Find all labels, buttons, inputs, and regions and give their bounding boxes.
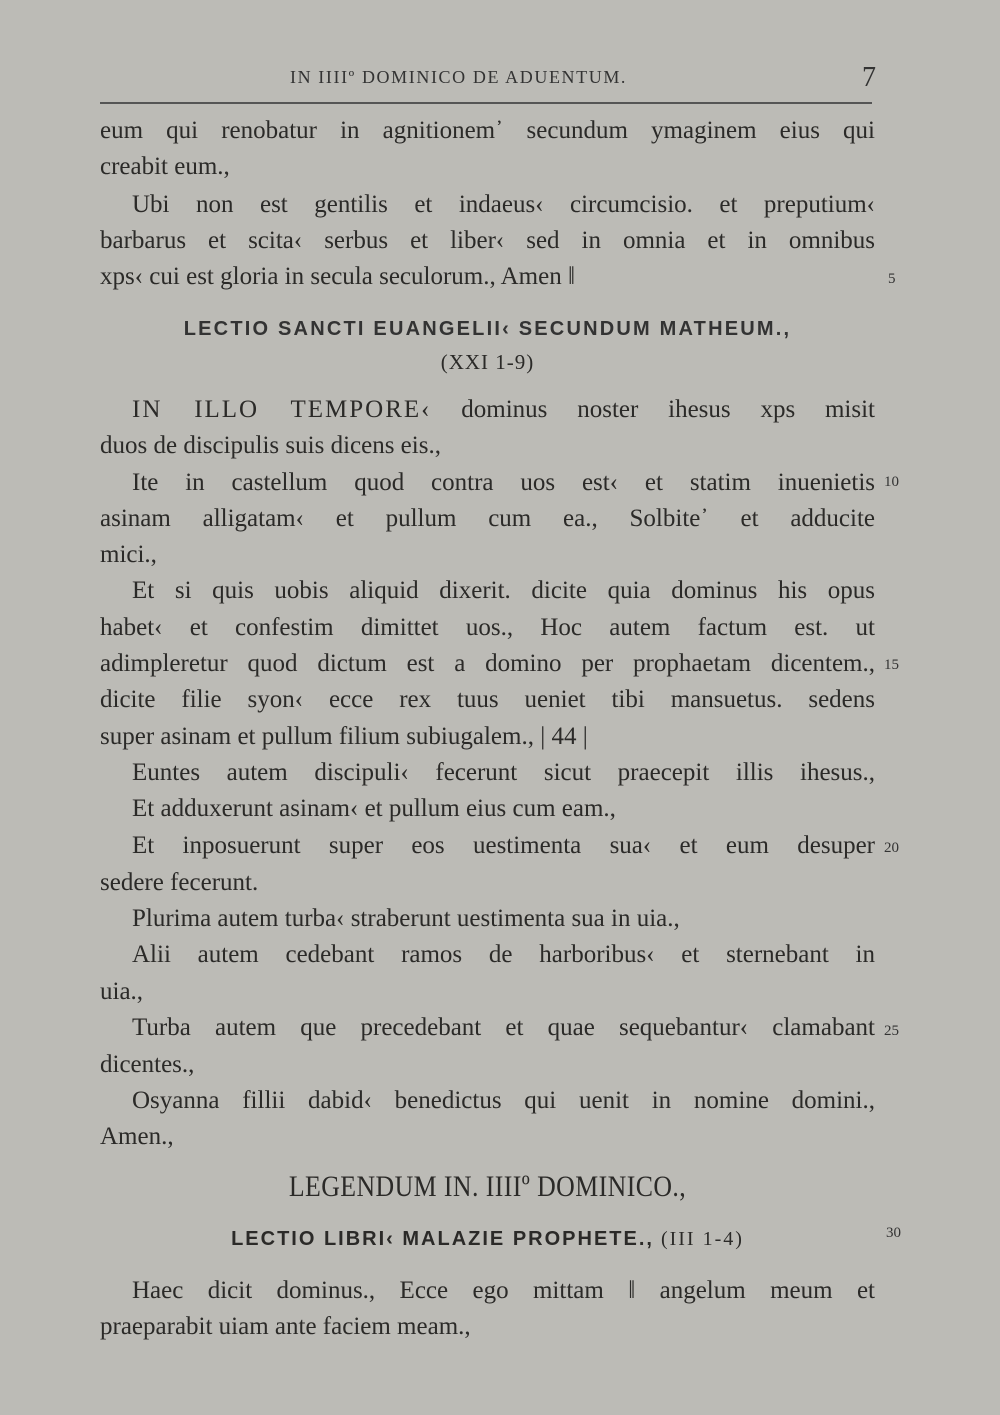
text-line: sedere fecerunt. bbox=[100, 869, 259, 896]
text-line: dicite filie syon‹ ecce rex tuus ueniet tibi mansuetus. sedens bbox=[100, 686, 875, 713]
line-number: 25 bbox=[884, 1023, 899, 1039]
text-line: dicentes., bbox=[100, 1051, 195, 1078]
section-reference: (XXI 1-9) bbox=[440, 350, 535, 374]
prophet-heading-title: LECTIO LIBRI‹ MALAZIE PROPHETE., bbox=[231, 1228, 654, 1250]
text-line: mici., bbox=[100, 541, 157, 568]
text-line: IN ILLO TEMPORE‹ dominus noster ihesus xps misit bbox=[132, 396, 875, 423]
section-heading: LECTIO SANCTI EUANGELII‹ SECUNDUM MATHEUM., bbox=[183, 318, 792, 340]
text-line: Osyanna fillii dabid‹ benedictus qui uenit in nomine domini., bbox=[132, 1087, 875, 1114]
text-line: Ubi non est gentilis et indaeus‹ circumcisio. et preputium‹ bbox=[132, 191, 875, 218]
text-line: Plurima autem turba‹ straberunt uestimenta sua in uia., bbox=[132, 905, 680, 932]
prophet-heading bbox=[100, 1228, 875, 1251]
line-number: 5 bbox=[888, 271, 896, 287]
opening-words: IN ILLO TEMPORE‹ bbox=[132, 396, 432, 423]
text-line: Alii autem cedebant ramos de harboribus‹ et sternebant in bbox=[132, 941, 875, 968]
header-rule bbox=[100, 102, 872, 104]
text-line: praeparabit uiam ante faciem meam., bbox=[100, 1313, 471, 1340]
text-line: Et adduxerunt asinam‹ et pullum eius cum eam., bbox=[132, 795, 616, 822]
text-line: xps‹ cui est gloria in secula seculorum., Amen ‖ bbox=[100, 263, 575, 290]
text-line: Ite in castellum quod contra uos est‹ et statim inuenietis bbox=[132, 469, 875, 496]
text-line: Haec dicit dominus., Ecce ego mittam ‖ angelum meum et bbox=[132, 1277, 875, 1304]
text-line: adimpleretur quod dictum est a domino per prophaetam dicentem., bbox=[100, 650, 875, 677]
running-head: IN IIIIº DOMINICO DE ADUENTUM. bbox=[290, 67, 628, 87]
prophet-heading-reference: (III 1-4) bbox=[653, 1228, 744, 1250]
text-line: uia., bbox=[100, 978, 144, 1005]
legendum-title: LEGENDUM IN. IIIIº DOMINICO., bbox=[288, 1170, 687, 1203]
text-line: Amen., bbox=[100, 1123, 174, 1150]
text-line: asinam alligatam‹ et pullum cum ea., Solbite᾿ et adducite bbox=[100, 505, 875, 532]
line-number: 15 bbox=[884, 657, 899, 673]
text-line: Turba autem que precedebant et quae sequebantur‹ clamabant bbox=[132, 1014, 875, 1041]
line-number: 10 bbox=[884, 474, 899, 490]
text-line: Et inposuerunt super eos uestimenta sua‹ et eum desuper bbox=[132, 832, 875, 859]
text-line: eum qui renobatur in agnitionem᾿ secundum ymaginem eius qui bbox=[100, 117, 875, 144]
text-line: Et si quis uobis aliquid dixerit. dicite quia dominus his opus bbox=[132, 577, 875, 604]
text-line: Euntes autem discipuli‹ fecerunt sicut praecepit illis ihesus., bbox=[132, 759, 875, 786]
text-line: creabit eum., bbox=[100, 153, 230, 180]
text-line: barbarus et scita‹ serbus et liber‹ sed in omnia et in omnibus bbox=[100, 227, 875, 254]
text-line: habet‹ et confestim dimittet uos., Hoc autem factum est. ut bbox=[100, 614, 875, 641]
line-number: 30 bbox=[886, 1225, 901, 1241]
line-number: 20 bbox=[884, 840, 899, 856]
text-line: duos de discipulis suis dicens eis., bbox=[100, 432, 441, 459]
page-number: 7 bbox=[862, 62, 876, 93]
page-header bbox=[100, 62, 876, 100]
text-line: super asinam et pullum filium subiugalem., | 44 | bbox=[100, 723, 588, 750]
